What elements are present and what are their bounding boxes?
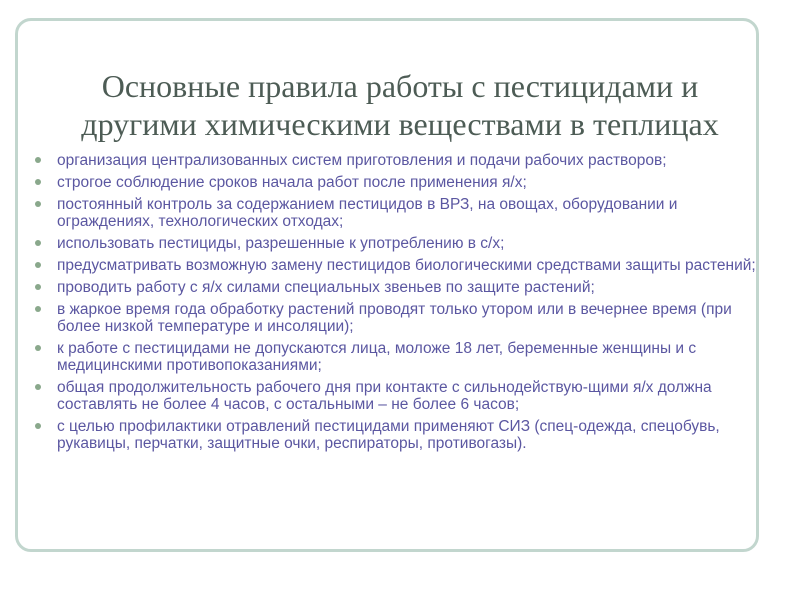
list-item (33, 174, 758, 191)
list-item (33, 379, 758, 413)
list-item-text: с целью профилактики отравлений пестицидами применяют СИЗ (спец-одежда, спецобувь, рукавицы, перчатки, защитные очки, респираторы, противогазы). (57, 418, 720, 452)
list-item (33, 235, 758, 252)
bullet-dot-icon (35, 201, 41, 207)
title-line-1: Основные правила работы с пестицидами и (101, 68, 699, 104)
list-item-text: постоянный контроль за содержанием пестицидов в ВРЗ, на овощах, оборудовании и ограждениях, технологических отходах; (57, 196, 678, 230)
bullet-dot-icon (35, 262, 41, 268)
list-item (33, 301, 758, 335)
list-item-text: предусматривать возможную замену пестицидов биологическими средствами защиты растений; (57, 257, 756, 274)
list-item-text: к работе с пестицидами не допускаются лица, моложе 18 лет, беременные женщины и с медицинскими противопоказаниями; (57, 340, 697, 374)
bullet-dot-icon (35, 179, 41, 185)
bullet-dot-icon (35, 157, 41, 163)
bullet-dot-icon (35, 284, 41, 290)
bullet-dot-icon (35, 306, 41, 312)
bullet-dot-icon (35, 423, 41, 429)
list-item (33, 279, 758, 296)
bullet-dot-icon (35, 345, 41, 351)
list-item (33, 340, 758, 374)
list-item-text: строгое соблюдение сроков начала работ после применения я/х; (57, 174, 527, 191)
slide-title (40, 67, 760, 143)
bullet-dot-icon (35, 240, 41, 246)
list-item (33, 418, 758, 452)
list-item-text: использовать пестициды, разрешенные к употреблению в с/х; (57, 235, 505, 252)
list-item (33, 257, 758, 274)
list-item-text: общая продолжительность рабочего дня при контакте с сильнодействую-щими я/х должна составлять не более 4 часов, с остальными – не более 6 часов; (57, 379, 712, 413)
list-item (33, 152, 758, 169)
list-item-text: организация централизованных систем приготовления и подачи рабочих растворов; (57, 152, 667, 169)
title-line-2: другими химическими веществами в теплицах (81, 106, 719, 142)
list-item (33, 196, 758, 230)
bullet-dot-icon (35, 384, 41, 390)
list-item-text: проводить работу с я/х силами специальных звеньев по защите растений; (57, 279, 595, 296)
rules-list (33, 152, 758, 457)
list-item-text: в жаркое время года обработку растений проводят только утором или в вечернее время (при более низкой температуре и инсоляции); (57, 301, 732, 335)
